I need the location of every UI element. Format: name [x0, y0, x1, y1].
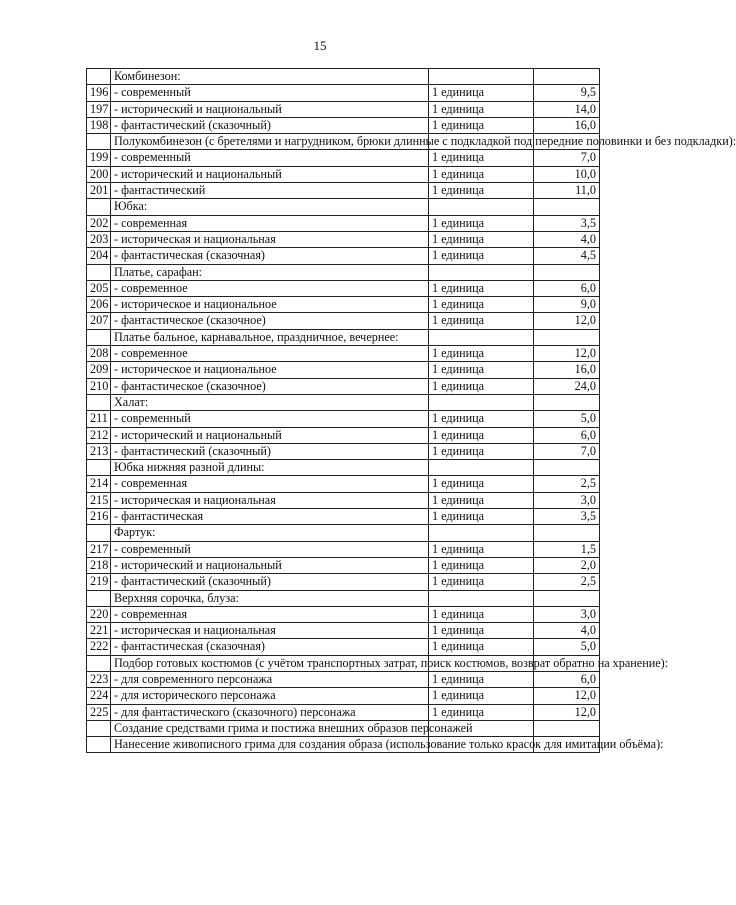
unit-of-measure: 1 единица — [429, 688, 534, 704]
item-name: - историческое и национальное — [111, 297, 429, 313]
section-row — [87, 720, 600, 736]
table-row — [87, 166, 600, 182]
norm-value: 14,0 — [534, 101, 600, 117]
row-number: 213 — [87, 443, 111, 459]
table-row — [87, 248, 600, 264]
row-number: 197 — [87, 101, 111, 117]
table-row — [87, 443, 600, 459]
section-row — [87, 329, 600, 345]
unit-of-measure: 1 единица — [429, 346, 534, 362]
section-title: Платье бальное, карнавальное, праздничное, вечернее: — [111, 329, 429, 345]
norm-value: 5,0 — [534, 639, 600, 655]
item-name: - историческое и национальное — [111, 362, 429, 378]
table-row — [87, 509, 600, 525]
norm-value — [534, 590, 600, 606]
item-name: - фантастический (сказочный) — [111, 574, 429, 590]
row-number: 221 — [87, 623, 111, 639]
unit-of-measure: 1 единица — [429, 476, 534, 492]
norm-value: 9,5 — [534, 85, 600, 101]
unit-of-measure: 1 единица — [429, 492, 534, 508]
item-name: - современное — [111, 280, 429, 296]
row-number — [87, 69, 111, 85]
unit-of-measure: 1 единица — [429, 166, 534, 182]
row-number: 216 — [87, 509, 111, 525]
table-row — [87, 541, 600, 557]
row-number: 208 — [87, 346, 111, 362]
item-name: - фантастическое (сказочное) — [111, 313, 429, 329]
norm-value: 12,0 — [534, 346, 600, 362]
item-name: - современный — [111, 85, 429, 101]
section-row — [87, 590, 600, 606]
norm-value: 16,0 — [534, 362, 600, 378]
table-row — [87, 231, 600, 247]
item-name: - для фантастического (сказочного) персонажа — [111, 704, 429, 720]
item-name: - современная — [111, 476, 429, 492]
unit-of-measure: 1 единица — [429, 639, 534, 655]
table-row — [87, 297, 600, 313]
norm-value — [534, 199, 600, 215]
item-name: - фантастический (сказочный) — [111, 443, 429, 459]
row-number — [87, 134, 111, 150]
row-number: 214 — [87, 476, 111, 492]
item-name: - современная — [111, 215, 429, 231]
norm-value: 16,0 — [534, 117, 600, 133]
norm-value: 7,0 — [534, 150, 600, 166]
row-number — [87, 525, 111, 541]
table-row — [87, 85, 600, 101]
norm-value: 6,0 — [534, 280, 600, 296]
unit-of-measure: 1 единица — [429, 427, 534, 443]
row-number: 206 — [87, 297, 111, 313]
section-title: Подбор готовых костюмов (с учётом транспортных затрат, поиск костюмов, возврат обратно на хранение): — [111, 655, 429, 671]
unit-of-measure — [429, 525, 534, 541]
unit-of-measure: 1 единица — [429, 623, 534, 639]
item-name: - современный — [111, 411, 429, 427]
unit-of-measure: 1 единица — [429, 509, 534, 525]
section-title: Полукомбинезон (с бретелями и нагрудником, брюки длинные с подкладкой под передние половинки и без подкладки): — [111, 134, 429, 150]
item-name: - для современного персонажа — [111, 671, 429, 687]
section-row — [87, 69, 600, 85]
unit-of-measure: 1 единица — [429, 183, 534, 199]
norm-value — [534, 460, 600, 476]
row-number: 205 — [87, 280, 111, 296]
table-row — [87, 183, 600, 199]
table-row — [87, 606, 600, 622]
table-row — [87, 313, 600, 329]
item-name: - исторический и национальный — [111, 101, 429, 117]
unit-of-measure: 1 единица — [429, 313, 534, 329]
item-name: - историческая и национальная — [111, 231, 429, 247]
row-number: 218 — [87, 557, 111, 573]
table-row — [87, 574, 600, 590]
unit-of-measure: 1 единица — [429, 411, 534, 427]
unit-of-measure: 1 единица — [429, 85, 534, 101]
unit-of-measure: 1 единица — [429, 150, 534, 166]
norm-value: 10,0 — [534, 166, 600, 182]
row-number: 196 — [87, 85, 111, 101]
norm-value — [534, 394, 600, 410]
item-name: - современная — [111, 606, 429, 622]
unit-of-measure: 1 единица — [429, 280, 534, 296]
row-number — [87, 737, 111, 753]
section-title: Юбка: — [111, 199, 429, 215]
row-number — [87, 720, 111, 736]
row-number — [87, 199, 111, 215]
unit-of-measure — [429, 590, 534, 606]
table-row — [87, 688, 600, 704]
unit-of-measure — [429, 460, 534, 476]
row-number — [87, 394, 111, 410]
table-row — [87, 150, 600, 166]
section-title: Платье, сарафан: — [111, 264, 429, 280]
norm-value: 3,5 — [534, 215, 600, 231]
row-number — [87, 655, 111, 671]
section-row — [87, 394, 600, 410]
row-number: 199 — [87, 150, 111, 166]
item-name: - исторический и национальный — [111, 427, 429, 443]
unit-of-measure: 1 единица — [429, 248, 534, 264]
item-name: - современный — [111, 541, 429, 557]
norm-value: 2,5 — [534, 476, 600, 492]
norm-value: 2,0 — [534, 557, 600, 573]
unit-of-measure: 1 единица — [429, 231, 534, 247]
table-row — [87, 557, 600, 573]
row-number: 219 — [87, 574, 111, 590]
row-number: 222 — [87, 639, 111, 655]
table-row — [87, 704, 600, 720]
norm-value: 7,0 — [534, 443, 600, 459]
table-row — [87, 215, 600, 231]
section-row — [87, 737, 600, 753]
row-number — [87, 460, 111, 476]
section-title: Юбка нижняя разной длины: — [111, 460, 429, 476]
table-row — [87, 671, 600, 687]
unit-of-measure: 1 единица — [429, 671, 534, 687]
row-number: 224 — [87, 688, 111, 704]
table-row — [87, 411, 600, 427]
section-title: Верхняя сорочка, блуза: — [111, 590, 429, 606]
row-number: 210 — [87, 378, 111, 394]
table-row — [87, 476, 600, 492]
table-row — [87, 427, 600, 443]
row-number: 202 — [87, 215, 111, 231]
section-title: Фартук: — [111, 525, 429, 541]
unit-of-measure — [429, 394, 534, 410]
item-name: - фантастический (сказочный) — [111, 117, 429, 133]
unit-of-measure — [429, 69, 534, 85]
unit-of-measure: 1 единица — [429, 378, 534, 394]
row-number: 212 — [87, 427, 111, 443]
price-table — [86, 68, 736, 753]
item-name: - историческая и национальная — [111, 623, 429, 639]
table-row — [87, 117, 600, 133]
norm-value: 6,0 — [534, 671, 600, 687]
row-number — [87, 264, 111, 280]
norm-value: 2,5 — [534, 574, 600, 590]
norm-value: 6,0 — [534, 427, 600, 443]
row-number: 217 — [87, 541, 111, 557]
unit-of-measure: 1 единица — [429, 117, 534, 133]
unit-of-measure: 1 единица — [429, 704, 534, 720]
table-row — [87, 362, 600, 378]
norm-value: 11,0 — [534, 183, 600, 199]
section-row — [87, 460, 600, 476]
row-number: 223 — [87, 671, 111, 687]
table-row — [87, 623, 600, 639]
row-number: 200 — [87, 166, 111, 182]
item-name: - для исторического персонажа — [111, 688, 429, 704]
norm-value: 9,0 — [534, 297, 600, 313]
table-row — [87, 492, 600, 508]
row-number: 209 — [87, 362, 111, 378]
norm-value: 5,0 — [534, 411, 600, 427]
page-number: 15 — [313, 38, 327, 53]
item-name: - исторический и национальный — [111, 166, 429, 182]
section-title: Комбинезон: — [111, 69, 429, 85]
item-name: - историческая и национальная — [111, 492, 429, 508]
section-row — [87, 525, 600, 541]
row-number: 220 — [87, 606, 111, 622]
item-name: - фантастическое (сказочное) — [111, 378, 429, 394]
row-number: 201 — [87, 183, 111, 199]
row-number: 211 — [87, 411, 111, 427]
row-number: 225 — [87, 704, 111, 720]
unit-of-measure: 1 единица — [429, 541, 534, 557]
unit-of-measure: 1 единица — [429, 101, 534, 117]
unit-of-measure: 1 единица — [429, 606, 534, 622]
item-name: - современный — [111, 150, 429, 166]
norm-value — [534, 329, 600, 345]
row-number — [87, 329, 111, 345]
unit-of-measure: 1 единица — [429, 574, 534, 590]
section-row — [87, 264, 600, 280]
unit-of-measure: 1 единица — [429, 557, 534, 573]
unit-of-measure: 1 единица — [429, 362, 534, 378]
norm-value: 3,0 — [534, 492, 600, 508]
norm-value: 12,0 — [534, 704, 600, 720]
table-row — [87, 378, 600, 394]
unit-of-measure — [429, 264, 534, 280]
norm-value: 12,0 — [534, 688, 600, 704]
item-name: - фантастический — [111, 183, 429, 199]
section-title: Халат: — [111, 394, 429, 410]
norm-value: 4,0 — [534, 231, 600, 247]
row-number: 203 — [87, 231, 111, 247]
table-row — [87, 639, 600, 655]
unit-of-measure: 1 единица — [429, 297, 534, 313]
unit-of-measure — [429, 199, 534, 215]
norm-value: 12,0 — [534, 313, 600, 329]
item-name: - фантастическая (сказочная) — [111, 248, 429, 264]
norm-value: 4,0 — [534, 623, 600, 639]
section-row — [87, 134, 600, 150]
section-row — [87, 655, 600, 671]
item-name: - современное — [111, 346, 429, 362]
item-name: - исторический и национальный — [111, 557, 429, 573]
item-name: - фантастическая (сказочная) — [111, 639, 429, 655]
price-table-body — [87, 69, 736, 753]
norm-value: 24,0 — [534, 378, 600, 394]
norm-value: 3,0 — [534, 606, 600, 622]
norm-value — [534, 525, 600, 541]
row-number: 204 — [87, 248, 111, 264]
section-title: Создание средствами грима и постижа внешних образов персонажей — [111, 720, 429, 736]
table-row — [87, 101, 600, 117]
table-row — [87, 280, 600, 296]
row-number: 207 — [87, 313, 111, 329]
norm-value — [534, 69, 600, 85]
row-number: 198 — [87, 117, 111, 133]
row-number — [87, 590, 111, 606]
unit-of-measure: 1 единица — [429, 215, 534, 231]
table-row — [87, 346, 600, 362]
row-number: 215 — [87, 492, 111, 508]
norm-value — [534, 264, 600, 280]
norm-value: 3,5 — [534, 509, 600, 525]
norm-value: 4,5 — [534, 248, 600, 264]
section-row — [87, 199, 600, 215]
unit-of-measure — [429, 329, 534, 345]
section-title: Нанесение живописного грима для создания образа (использование только красок для имитации объёма): — [111, 737, 429, 753]
item-name: - фантастическая — [111, 509, 429, 525]
norm-value — [534, 720, 600, 736]
norm-value: 1,5 — [534, 541, 600, 557]
unit-of-measure: 1 единица — [429, 443, 534, 459]
